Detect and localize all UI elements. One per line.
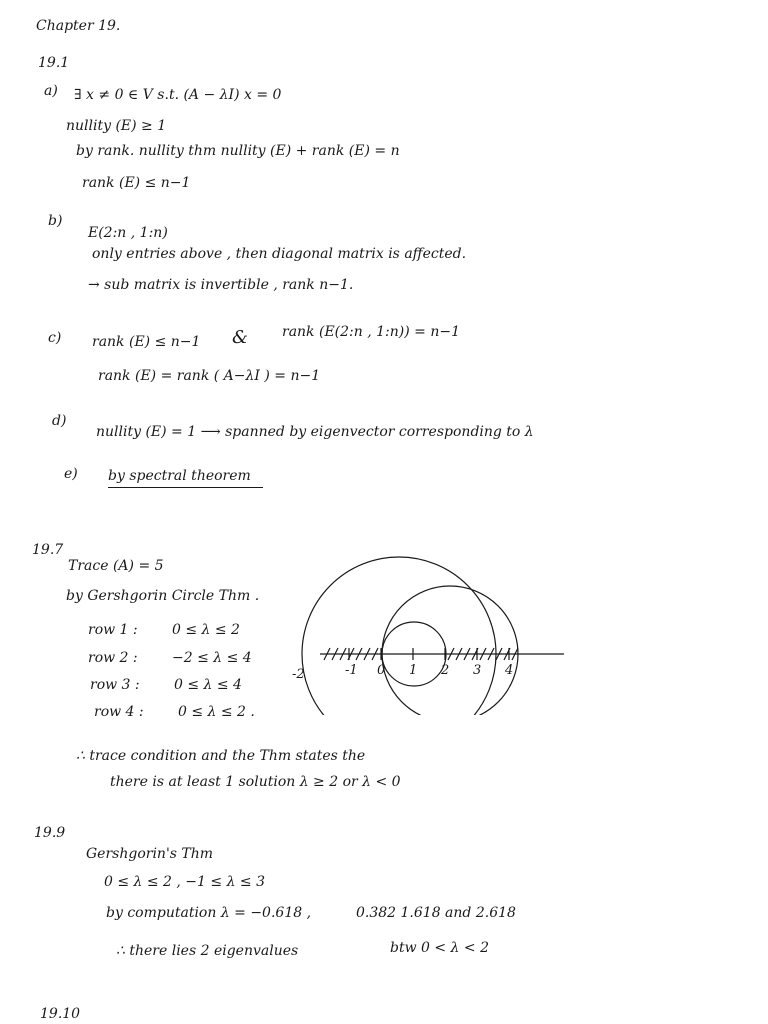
axis-tick-label-6: 4 <box>505 663 514 678</box>
problem-label-19-1: 19.1 <box>38 55 70 71</box>
part-a-line-4: rank (E) ≤ n−1 <box>82 175 191 191</box>
part-a-line-2: nullity (E) ≥ 1 <box>66 118 167 134</box>
conclusion-line-1: ∴ trace condition and the Thm states the <box>76 748 366 764</box>
disc-bounds-line: 0 ≤ λ ≤ 2 , −1 ≤ λ ≤ 3 <box>104 874 265 890</box>
gershgorin-thm-line: Gershgorin's Thm <box>86 846 214 862</box>
part-b-line-1: E(2:n , 1:n) <box>88 225 168 241</box>
chapter-heading: Chapter 19. <box>36 18 121 34</box>
row-4-ineq: 0 ≤ λ ≤ 2 . <box>178 704 255 720</box>
part-c-line-1b: rank (E(2:n , 1:n)) = n−1 <box>282 324 460 340</box>
part-a-line-1: ∃ x ≠ 0 ∈ V s.t. (A − λI) x = 0 <box>74 87 282 103</box>
part-d-letter: d) <box>52 413 67 429</box>
row-4-label: row 4 : <box>94 704 144 720</box>
axis-tick-label-1: -1 <box>345 663 358 678</box>
trace-line: Trace (A) = 5 <box>68 558 164 574</box>
row-1-label: row 1 : <box>88 622 138 638</box>
part-e-letter: e) <box>64 466 78 482</box>
eigen-count-line-b: btw 0 < λ < 2 <box>390 940 489 956</box>
axis-tick-label-2: 0 <box>377 663 386 678</box>
problem-label-19-9: 19.9 <box>34 825 66 841</box>
axis-tick-label-3: 1 <box>409 663 418 678</box>
axis-tick-label-0: -2 <box>292 667 305 682</box>
axis-tick-label-4: 2 <box>441 663 450 678</box>
problem-label-19-10: 19.10 <box>40 1006 81 1022</box>
row-1-ineq: 0 ≤ λ ≤ 2 <box>172 622 240 638</box>
disc-row-3 <box>382 586 518 715</box>
part-c-ampersand: & <box>232 327 249 348</box>
axis-tick-label-5: 3 <box>473 663 482 678</box>
part-a-line-3: by rank. nullity thm nullity (E) + rank (E) = n <box>76 143 400 159</box>
conclusion-line-2: there is at least 1 solution λ ≥ 2 or λ < 0 <box>110 774 401 790</box>
part-c-line-1a: rank (E) ≤ n−1 <box>92 334 201 350</box>
row-2-label: row 2 : <box>88 650 138 666</box>
gershgorin-line: by Gershgorin Circle Thm . <box>66 588 260 604</box>
part-b-line-2: only entries above , then diagonal matrix is affected. <box>92 246 467 262</box>
hatching-right <box>448 648 518 660</box>
part-e-line-1: by spectral theorem <box>108 468 263 488</box>
eigen-count-line-a: ∴ there lies 2 eigenvalues <box>116 943 299 959</box>
row-2-ineq: −2 ≤ λ ≤ 4 <box>172 650 252 666</box>
part-a-letter: a) <box>44 83 58 99</box>
problem-label-19-7: 19.7 <box>32 542 64 558</box>
part-b-letter: b) <box>48 213 63 229</box>
part-b-line-3: → sub matrix is invertible , rank n−1. <box>88 277 354 293</box>
part-c-line-2: rank (E) = rank ( A−λI ) = n−1 <box>98 368 321 384</box>
row-3-ineq: 0 ≤ λ ≤ 4 <box>174 677 242 693</box>
part-d-line-1: nullity (E) = 1 ⟶ spanned by eigenvector corresponding to λ <box>96 424 534 440</box>
row-3-label: row 3 : <box>90 677 140 693</box>
computation-line-a: by computation λ = −0.618 , <box>106 905 312 921</box>
gershgorin-circles-diagram <box>280 555 570 715</box>
disc-row-2 <box>302 557 496 715</box>
part-c-letter: c) <box>48 330 62 346</box>
computation-line-b: 0.382 1.618 and 2.618 <box>356 905 516 921</box>
